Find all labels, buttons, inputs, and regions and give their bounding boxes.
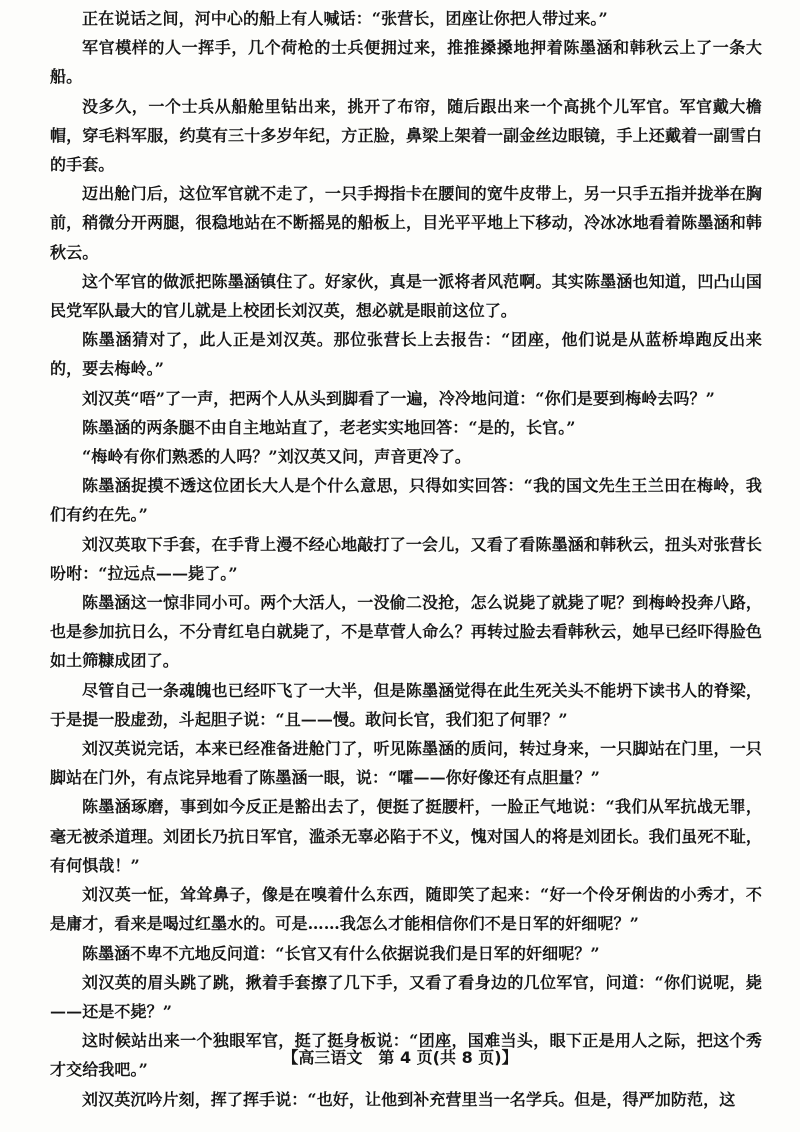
paragraph: 这个军官的做派把陈墨涵镇住了。好家伙，真是一派将者风范啊。其实陈墨涵也知道，凹凸山国民党军队最大的官儿就是上校团长刘汉英，想必就是眼前这位了。 — [50, 271, 762, 321]
paragraph: 刘汉英说完话，本来已经准备进舱门了，听见陈墨涵的质问，转过身来，一只脚站在门里，一只脚站在门外，有点诧异地看了陈墨涵一眼，说：“嚯——你好像还有点胆量？” — [50, 739, 762, 788]
paragraph: 正在说话之间，河中心的船上有人喊话：“张营长，团座让你把人带过来。” — [82, 9, 608, 28]
paragraph: 陈墨涵琢磨，事到如今反正是豁出去了，便挺了挺腰杆，一脸正气地说：“我们从军抗战无罪，毫无被杀道理。刘团长乃抗日军官，滥杀无辜必陷于不义，愧对国人的将是刘团长。我们虽死不耻，有何惧哉！” — [50, 797, 762, 875]
paragraph: 陈墨涵不卑不亢地反问道：“长官又有什么依据说我们是日军的奸细呢？” — [82, 943, 600, 963]
paragraph: 没多久，一个士兵从船舱里钻出来，挑开了布帘，随后跟出来一个高挑个儿军官。军官戴大檐帽，穿毛料军服，约莫有三十多岁年纪，方正脸，鼻梁上架着一副金丝边眼镜，手上还戴着一副雪白的手套。 — [50, 96, 762, 175]
paragraph: 陈墨涵这一惊非同小可。两个大活人，一没偷二没抢，怎么说毙了就毙了呢？到梅岭投奔八路，也是参加抗日么，不分青红皂白就毙了，不是草菅人命么？再转过脸去看韩秋云，她早已经吓得脸色如土筛糠成团了。 — [50, 593, 762, 671]
paragraph: 刘汉英沉吟片刻，挥了挥手说：“也好，让他到补充营里当一名学兵。但是，得严加防范，这 — [82, 1089, 736, 1109]
paragraph: 刘汉英取下手套，在手背上漫不经心地敲打了一会儿，又看了看陈墨涵和韩秋云，扭头对张营长吩咐：“拉远点——毙了。” — [50, 534, 762, 583]
paragraph: 刘汉英的眉头跳了跳，揪着手套擦了几下手，又看了看身边的几位军官，问道：“你们说呢，毙——还是不毙？” — [50, 972, 762, 1021]
paragraph: 这时候站出来一个独眼军官，挺了挺身板说：“团座，国难当头，眼下正是用人之际，把这个秀才交给我吧。” — [50, 1031, 762, 1080]
paragraph: 陈墨涵的两条腿不由自主地站直了，老老实实地回答：“是的，长官。” — [82, 417, 576, 437]
paragraph: 陈墨涵猜对了，此人正是刘汉英。那位张营长上去报告：“团座，他们说是从蓝桥埠跑反出来的，要去梅岭。” — [50, 330, 762, 379]
story-text — [50, 4, 762, 1114]
paragraph: 刘汉英一怔，耸耸鼻子，像是在嗅着什么东西，随即笑了起来：“好一个伶牙俐齿的小秀才，不是庸才，看来是喝过红墨水的。可是……我怎么才能相信你们不是日军的奸细呢？” — [50, 885, 762, 934]
paragraph: 尽管自己一条魂魄也已经吓飞了一大半，但是陈墨涵觉得在此生死关头不能坍下读书人的脊梁，于是提一股虚劲，斗起胆子说：“且——慢。敢问长官，我们犯了何罪？” — [50, 680, 762, 729]
paragraph: “梅岭有你们熟悉的人吗？”刘汉英又问，声音更冷了。 — [82, 447, 471, 467]
page-footer: 【高三语文 第 4 页(共 8 页)】 — [282, 1048, 518, 1067]
paragraph: 军官模样的人一挥手，几个荷枪的士兵便拥过来，推推搡搡地押着陈墨涵和韩秋云上了一条大船。 — [50, 38, 762, 87]
paragraph: 迈出舱门后，这位军官就不走了，一只手拇指卡在腰间的宽牛皮带上，另一只手五指并拢举在胸前，稍微分开两腿，很稳地站在不断摇晃的船板上，目光平平地上下移动，冷冰冰地看着陈墨涵和韩秋云。 — [50, 184, 762, 262]
paragraph: 刘汉英“唔”了一声，把两个人从头到脚看了一遍，冷冷地问道：“你们是要到梅岭去吗？” — [82, 388, 715, 408]
paragraph: 陈墨涵捉摸不透这位团长大人是个什么意思，只得如实回答：“我的国文先生王兰田在梅岭，我们有约在先。” — [50, 476, 762, 525]
